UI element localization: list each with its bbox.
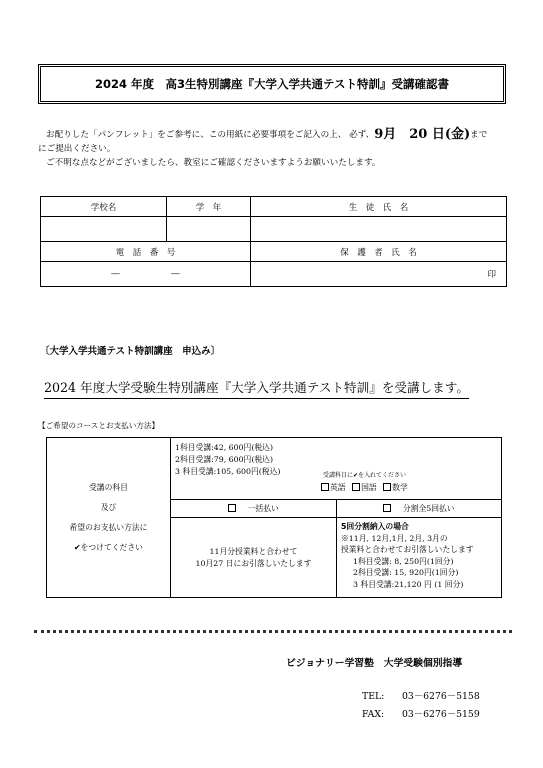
application-section-heading: 〔大学入学共通テスト特訓講座 申込み〕 <box>40 346 221 357</box>
seal-mark: 印 <box>487 270 496 280</box>
phone-label: 電 話 番 号 <box>41 242 251 262</box>
instruction-line-2: 及び <box>100 502 117 512</box>
instruction-line-4: ✔をつけてください <box>74 542 143 552</box>
lump-sum-detail <box>171 518 337 598</box>
installment-price-2: 2科目受講: 15, 920円(1回分) <box>353 568 459 577</box>
school-name: ビジョナリー学習塾 大学受験個別指導 <box>286 658 463 669</box>
math-option[interactable] <box>383 483 408 492</box>
intro-line-1 <box>38 128 508 142</box>
math-label: 数学 <box>392 483 408 492</box>
student-name-label: 生 徒 氏 名 <box>251 197 507 217</box>
price-2-subjects: 2科目受講:79, 600円(税込) <box>175 455 274 464</box>
subject-note: 受講科目に✔を入れてください <box>323 472 407 479</box>
checkbox-icon[interactable] <box>352 483 360 491</box>
lump-sum-label: 一括払い <box>247 504 279 513</box>
checkbox-icon[interactable] <box>228 504 236 512</box>
japanese-option[interactable] <box>352 483 377 492</box>
fax-label: FAX: <box>362 709 385 720</box>
subject-checkboxes <box>321 482 408 494</box>
dotted-divider <box>34 630 512 633</box>
installment-label: 分割全5回払い <box>402 504 455 513</box>
info-header-row <box>41 197 507 217</box>
lump-sum-desc-1: 11月分授業料と合わせて <box>209 546 298 556</box>
school-name-field[interactable] <box>41 217 167 242</box>
contact-input-row <box>41 262 507 287</box>
course-payment-heading: 【ご希望のコースとお支払い方法】 <box>38 421 160 430</box>
grade-label: 学 年 <box>167 197 251 217</box>
installment-price-3: 3 科目受講:21,120 円 (1 回分) <box>353 579 464 589</box>
student-name-field[interactable] <box>251 217 507 242</box>
lump-sum-option[interactable] <box>171 500 337 518</box>
course-options-cell <box>171 438 502 500</box>
application-statement: 2024 年度大学受験生特別講座『大学入学共通テスト特訓』を受講します。 <box>44 377 469 399</box>
intro-text: お配りした「パンフレット」をご参考に、この用紙に必要事項をご記入の上、 必ず、 <box>46 130 375 140</box>
fax-number: 03－6276－5159 <box>402 709 480 720</box>
checkbox-icon[interactable] <box>383 483 391 491</box>
course-row <box>47 438 502 500</box>
school-name-label: 学校名 <box>41 197 167 217</box>
info-input-row <box>41 217 507 242</box>
installment-price-1: 1科目受講: 8, 250円(1回分) <box>353 556 454 566</box>
tel-line <box>362 688 480 702</box>
installment-option[interactable] <box>337 500 502 518</box>
phone-dash-2: ― <box>171 269 180 279</box>
document-title-box <box>38 64 506 104</box>
intro-line-3: ご不明な点などがございましたら、教室にご確認くださいますようお願いいたします。 <box>46 158 381 168</box>
tel-label: TEL: <box>362 691 385 702</box>
installment-desc-2: 授業料と合わせてお引落しいたします <box>341 545 474 554</box>
phone-dash-1: ― <box>111 269 120 279</box>
checkbox-icon[interactable] <box>383 504 391 512</box>
student-info-table <box>40 196 507 287</box>
fax-line <box>362 706 480 720</box>
intro-line-2: にご提出ください。 <box>38 144 116 154</box>
guardian-name-field[interactable] <box>251 262 507 287</box>
installment-detail <box>337 518 502 598</box>
price-3-subjects: 3 科目受講:105, 600円(税込) <box>175 467 281 476</box>
english-option[interactable] <box>321 483 346 492</box>
installment-title: 5回分割納入の場合 <box>341 522 409 531</box>
document-title: 2024 年度 高3生特別講座『大学入学共通テスト特訓』受講確認書 <box>94 77 450 91</box>
intro-text-end: まで <box>470 130 488 140</box>
tel-number: 03－6276－5158 <box>402 691 480 702</box>
deadline-date: 9月 20 日(金) <box>374 127 471 142</box>
checkbox-icon[interactable] <box>321 483 329 491</box>
instruction-line-3: 希望のお支払い方法に <box>69 522 148 532</box>
phone-field[interactable] <box>41 262 251 287</box>
contact-header-row <box>41 242 507 262</box>
english-label: 英語 <box>330 483 346 492</box>
grade-field[interactable] <box>167 217 251 242</box>
instruction-cell <box>47 438 171 598</box>
guardian-name-label: 保 護 者 氏 名 <box>251 242 507 262</box>
price-1-subject: 1科目受講:42, 600円(税込) <box>175 443 274 452</box>
japanese-label: 国語 <box>361 483 377 492</box>
course-payment-table <box>46 437 502 598</box>
installment-desc-1: ※11月, 12月,1月, 2月, 3月の <box>341 533 448 543</box>
instruction-line-1: 受講の科目 <box>89 482 128 492</box>
lump-sum-desc-2: 10月27 日にお引落しいたします <box>195 558 312 568</box>
intro-paragraph <box>38 128 508 170</box>
